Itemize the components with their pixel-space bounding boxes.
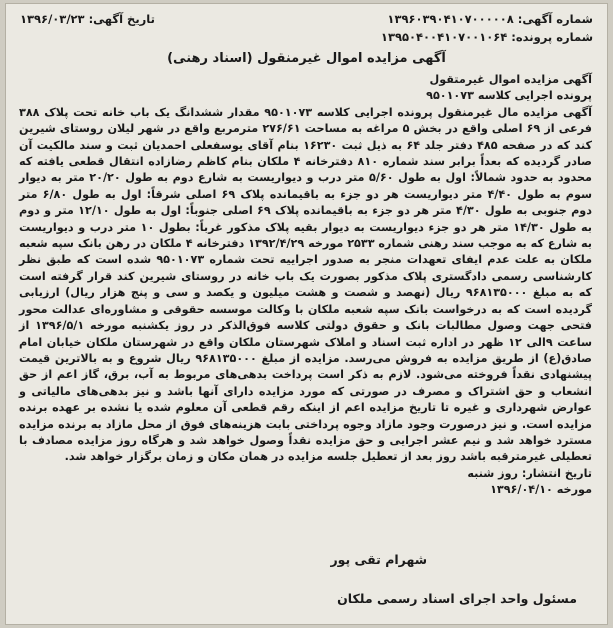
case-number-label: شماره پرونده: bbox=[511, 30, 593, 44]
signature-block bbox=[330, 552, 577, 606]
notice-subtitle: آگهی مزایده اموال غیرمتقول bbox=[429, 73, 592, 86]
file-number-line: پرونده اجرایی کلاسه ۹۵۰۱۰۷۳ bbox=[426, 89, 592, 103]
notice-date bbox=[20, 10, 155, 28]
notice-date-value: ۱۳۹۶/۰۳/۲۳ bbox=[20, 12, 85, 26]
notice-number-label: شماره آگهی: bbox=[517, 12, 593, 26]
notice-sheet bbox=[5, 3, 608, 625]
notice-number bbox=[387, 10, 593, 28]
header-row-top bbox=[20, 10, 593, 28]
header-row-case bbox=[20, 28, 593, 46]
signatory-role: مسئول واحد اجرای اسناد رسمی ملکان bbox=[337, 591, 577, 606]
notice-number-value: ۱۳۹۶۰۳۹۰۴۱۰۷۰۰۰۰۰۸ bbox=[387, 12, 514, 26]
signatory-name: شهرام تقی پور bbox=[330, 552, 427, 567]
publish-label: تاریخ انتشار: روز شنبه bbox=[467, 466, 592, 480]
notice-content bbox=[19, 72, 592, 499]
notice-date-label: تاریخ آگهی: bbox=[88, 12, 155, 26]
publish-date: مورخه ۱۳۹۶/۰۴/۱۰ bbox=[490, 483, 592, 497]
case-number-value: ۱۳۹۵۰۴۰۰۴۱۰۷۰۰۱۰۶۴ bbox=[380, 30, 508, 44]
notice-header bbox=[20, 10, 593, 48]
notice-title: آگهی مزایده اموال غیرمنقول (اسناد رهنی) bbox=[167, 51, 446, 66]
notice-body: آگهی مزایده مال غیرمنقول پرونده اجرایی کلاسه ۹۵۰۱۰۷۳ مقدار ششدانگ یک باب خانه تحت پلاک ۳۸۸ فرعی از ۶۹ اصلی واقع در بخش ۵ مراغه به مساحت ۲۷۶/۶۱ مترمربع واقع در شهر لیلان روستای شیرین کند که در صفحه ۴۸۵ دفتر جلد ۶۴ به ذیل ثبت ۱۶۲۳۰ بنام آقای یوسفعلی احمدیان ثبت و سند مالکیت آن صادر گردیده که بعداً برابر سند شماره ۸۱۰ دفترخانه ۴ ملکان بنام کاظم رضازاده انتقال قطعی یافته که محدود به حدود شمالاً: اول به طول ۵/۶۰ متر درب و دیواریست به شارع دوم به طول ۲۰/۲۰ متر به دیوار سوم به طول ۴/۴۰ متر دیواریست هر دو جزء به باقیمانده پلاک ۶۹ اصلی شرقاً: اول به طول ۶/۸۰ متر دوم جنوبی به طول ۴/۳۰ متر هر دو جزء به باقیمانده پلاک ۶۹ اصلی جنوباً: اول به طول ۱۲/۱۰ متر و دوم به طول ۱۴/۳۰ متر هر دو جزء دیواریست به دیوار بقیه پلاک مذکور غرباً: بطول ۱۰ متر درب و دیواریست به شارع که به موجب سند رهنی شماره ۲۵۳۳ مورخه ۱۳۹۲/۴/۲۹ دفترخانه ۴ ملکان در رهن بانک سپه شعبه ملکان به علت عدم ایفای تعهدات منجر به صدور اجراییه تحت شماره ۹۵۰۱۰۷۳ شده است که طبق نظر کارشناسی رسمی دادگستری پلاک مذکور بصورت یک باب خانه در روستای شیرین کند قرار گرفته است که به مبلغ ۹۶۸۱۳۵۰۰۰ ریال (نهصد و شصت و هشت میلیون و یکصد و سی و پنج هزار ریال) ارزیابی گردیده است که به درخواست بانک سپه شعبه ملکان با وکالت موسسه حقوقی و مشاوره‌ای عدالت محور فتحی جهت وصول مطالبات بانک و حقوق دولتی کلاسه فوق‌الذکر در روز یکشنبه مورخه ۱۳۹۶/۵/۱ از ساعت ۹الی ۱۲ ظهر در اداره ثبت اسناد و املاک شهرستان ملکان واقع در شهرستان ملکان خیابان امام صادق(ع) از طریق مزایده به فروش می‌رسد. مزایده از مبلغ ۹۶۸۱۳۵۰۰۰ ریال شروع و به بالاترین قیمت پیشنهادی نقداً فروخته می‌شود. لازم به ذکر است پرداخت بدهی‌های مربوط به آب، برق، گاز اعم از حق انشعاب و حق اشتراک و مصرف در صورتی که مورد مزایده دارای آنها باشد و نیز بدهی‌های مالیاتی و عوارض شهرداری و غیره تا تاریخ مزایده اعم از اینکه رقم قطعی آن معلوم شده یا نشده بر عهده برنده مزایده است. و نیز درصورت وجود مازاد وجوه پرداختی بابت هزینه‌های فوق از محل مازاد به برنده مزایده مسترد خواهد شد و نیم عشر اجرایی و حق مزایده نقداً وصول خواهد شد و هرگاه روز مزایده مصادف با تعطیلی غیرمترقبه باشد روز بعد از تعطیل جلسه مزایده در همان مکان و زمان برگزار خواهد شد. bbox=[19, 105, 593, 464]
case-number bbox=[381, 28, 593, 46]
